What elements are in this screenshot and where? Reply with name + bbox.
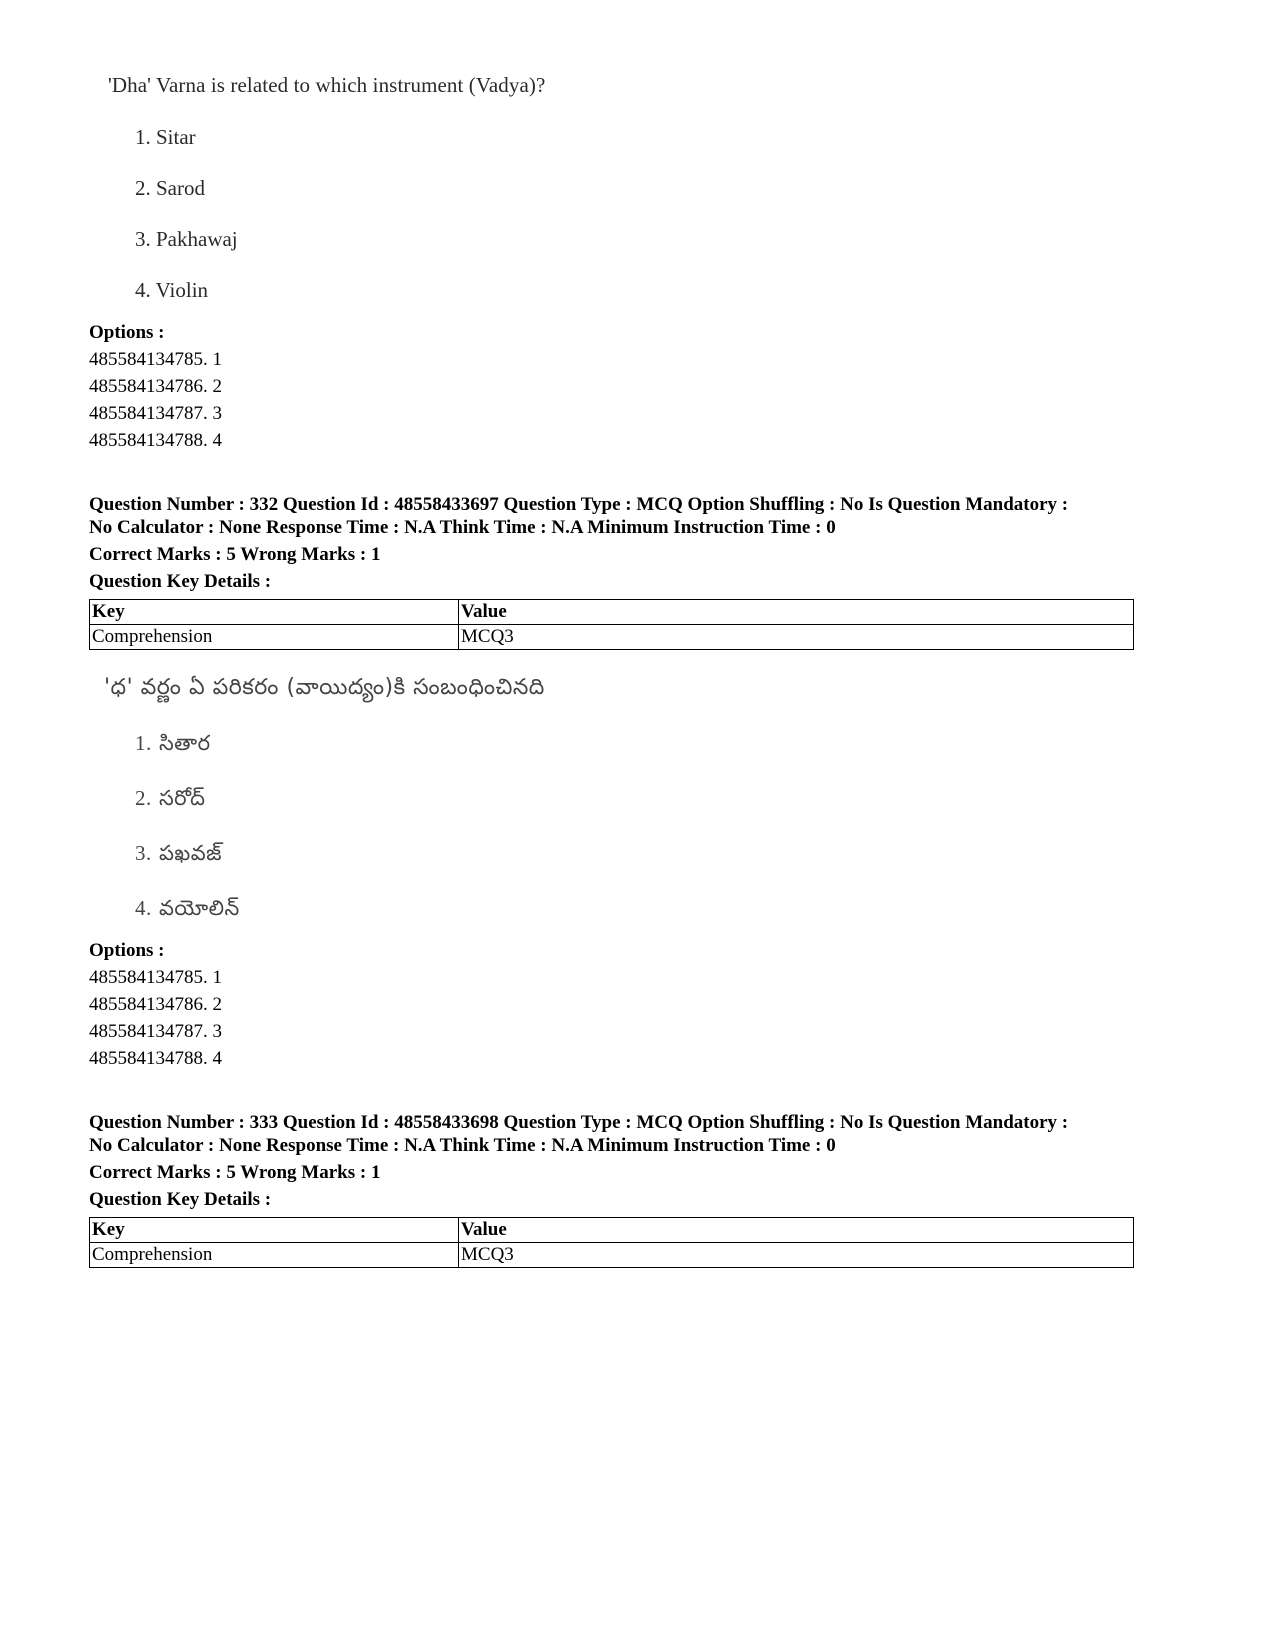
question-333-key-table [89, 1217, 1134, 1268]
question-332-key-table [89, 599, 1134, 650]
question-332-text: 'ధ' వర్ణం ఏ పరికరం (వాయిద్యం)కి సంబంధించినది [104, 675, 545, 700]
table-header-row [90, 1218, 1134, 1243]
question-332-choice-4 [135, 896, 240, 926]
table-header-key: Key [90, 1218, 459, 1243]
choice-number: 2. [135, 786, 152, 810]
question-332-image [104, 675, 545, 920]
table-cell: Comprehension [90, 1243, 459, 1268]
question-332-meta [89, 493, 1139, 593]
question-meta-line-2: No Calculator : None Response Time : N.A Think Time : N.A Minimum Instruction Time : 0 [89, 517, 836, 538]
options-label: Options : [89, 940, 165, 961]
question-331-choice-3: 3. Pakhawaj [135, 227, 238, 251]
choice-text: పఖవజ్ [158, 841, 223, 865]
option-line: 485584134786. 2 [89, 376, 222, 397]
table-header-row [90, 600, 1134, 625]
question-332-choice-2 [135, 786, 206, 816]
choice-text: సరోద్ [158, 786, 206, 810]
question-331-image [108, 73, 546, 302]
question-332-choice-3 [135, 841, 222, 871]
option-line: 485584134787. 3 [89, 403, 222, 424]
table-header-key: Key [90, 600, 459, 625]
table-row [90, 1243, 1134, 1268]
choice-number: 1. [135, 731, 152, 755]
option-line: 485584134786. 2 [89, 994, 222, 1015]
table-cell: MCQ3 [459, 625, 1134, 650]
option-line: 485584134788. 4 [89, 1048, 222, 1069]
options-label: Options : [89, 322, 165, 343]
choice-number: 3. [135, 841, 152, 865]
table-cell: Comprehension [90, 625, 459, 650]
question-meta-line-2: No Calculator : None Response Time : N.A Think Time : N.A Minimum Instruction Time : 0 [89, 1135, 836, 1156]
option-line: 485584134788. 4 [89, 430, 222, 451]
question-331-choice-2: 2. Sarod [135, 176, 205, 200]
question-331-options [89, 319, 1139, 454]
marks-line: Correct Marks : 5 Wrong Marks : 1 [89, 1162, 381, 1183]
table-header-value: Value [459, 600, 1134, 625]
option-line: 485584134787. 3 [89, 1021, 222, 1042]
table-header-value: Value [459, 1218, 1134, 1243]
question-331-choice-1: 1. Sitar [135, 125, 196, 149]
key-details-label: Question Key Details : [89, 571, 272, 592]
question-meta-line-1: Question Number : 333 Question Id : 48558433698 Question Type : MCQ Option Shuffling : No Is Question Mandatory : [89, 1112, 1069, 1133]
question-332-options [89, 937, 1139, 1072]
marks-line: Correct Marks : 5 Wrong Marks : 1 [89, 544, 381, 565]
key-details-label: Question Key Details : [89, 1189, 272, 1210]
option-line: 485584134785. 1 [89, 967, 222, 988]
question-333-meta [89, 1111, 1139, 1211]
choice-number: 4. [135, 896, 152, 920]
choice-text: సితార [158, 731, 211, 755]
table-row [90, 625, 1134, 650]
question-332-choice-1 [135, 731, 211, 761]
option-line: 485584134785. 1 [89, 349, 222, 370]
question-331-text: 'Dha' Varna is related to which instrument (Vadya)? [108, 73, 546, 97]
choice-text: వయోలిన్ [158, 896, 240, 920]
table-cell: MCQ3 [459, 1243, 1134, 1268]
question-meta-line-1: Question Number : 332 Question Id : 48558433697 Question Type : MCQ Option Shuffling : No Is Question Mandatory : [89, 494, 1069, 515]
question-331-choice-4: 4. Violin [135, 278, 209, 302]
